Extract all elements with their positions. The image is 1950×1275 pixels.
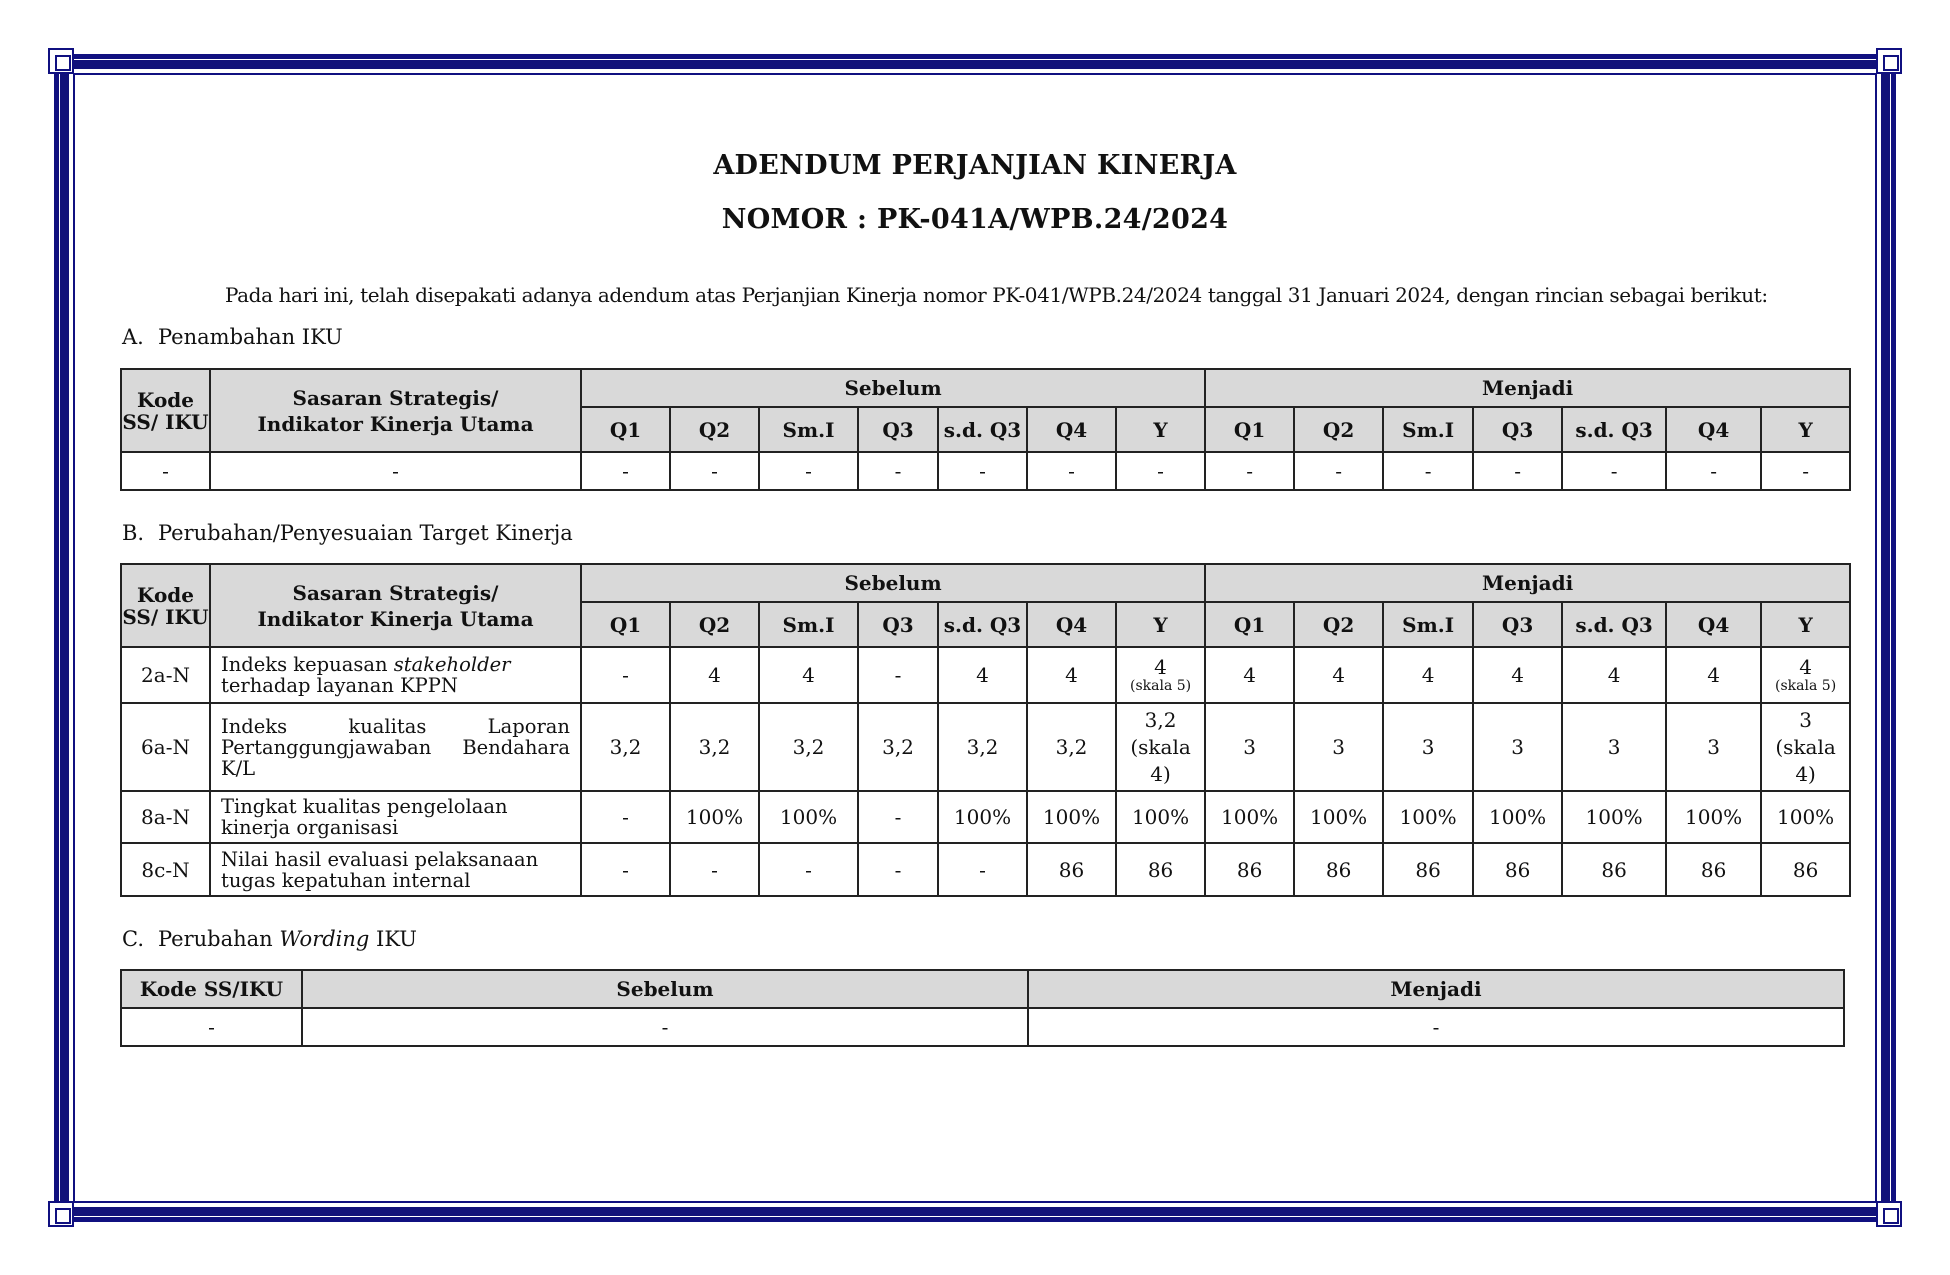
header-menjadi: Menjadi (1205, 564, 1850, 602)
header-q3: Q3 (858, 602, 938, 647)
header-q1: Q1 (1205, 407, 1294, 452)
header-q3: Q3 (858, 407, 938, 452)
cell-value: - (670, 452, 759, 490)
cell-value: - (759, 843, 858, 896)
header-sm1: Sm.I (759, 407, 858, 452)
cell-value: 3,2 (1027, 703, 1116, 791)
cell-value: 3,2 (759, 703, 858, 791)
header-sasaran: Sasaran Strategis/ Indikator Kinerja Utama (210, 369, 581, 452)
section-title: IKU (369, 927, 417, 951)
cell-value: - (1473, 452, 1562, 490)
table-perubahan-target (120, 563, 1851, 897)
header-q4: Q4 (1666, 602, 1761, 647)
cell-value: 3 (1473, 703, 1562, 791)
cell-value: 100% (1383, 791, 1473, 843)
section-b-heading (122, 521, 573, 545)
cell-value: - (581, 647, 670, 703)
cell-kode: 2a-N (121, 647, 210, 703)
cell-value: 3,2 (670, 703, 759, 791)
cell-value: 4 (1473, 647, 1562, 703)
header-sdq3: s.d. Q3 (938, 602, 1027, 647)
table-row (121, 703, 1850, 791)
header-y: Y (1116, 407, 1205, 452)
cell-value: - (1666, 452, 1761, 490)
cell-value: 4 (1666, 647, 1761, 703)
section-title: Perubahan (158, 927, 280, 951)
header-sasaran: Sasaran Strategis/ Indikator Kinerja Utama (210, 564, 581, 647)
cell-value: - (670, 843, 759, 896)
cell-value: 4 (skala 5) (1116, 647, 1205, 703)
cell-value: 100% (1027, 791, 1116, 843)
cell-value: 3,2 (581, 703, 670, 791)
section-a-heading (122, 325, 343, 349)
cell-value: - (581, 791, 670, 843)
header-y: Y (1761, 602, 1850, 647)
corner-ornament (1876, 48, 1902, 74)
cell-value: 100% (1666, 791, 1761, 843)
cell-value: 4 (1383, 647, 1473, 703)
section-c-heading (122, 927, 417, 951)
table-penambahan-iku (120, 368, 1851, 491)
header-kode: Kode SS/ IKU (121, 369, 210, 452)
header-kode: Kode SS/IKU (121, 970, 302, 1008)
document-title: ADENDUM PERJANJIAN KINERJA (713, 150, 1237, 181)
cell-value: 4 (skala 5) (1761, 647, 1850, 703)
cell-value: 4 (759, 647, 858, 703)
cell-value: - (858, 647, 938, 703)
header-sm1: Sm.I (759, 602, 858, 647)
cell-value: - (302, 1008, 1028, 1046)
cell-kode: 8a-N (121, 791, 210, 843)
header-q1: Q1 (581, 602, 670, 647)
header-menjadi: Menjadi (1205, 369, 1850, 407)
cell-value: 86 (1666, 843, 1761, 896)
cell-value: 4 (1205, 647, 1294, 703)
header-kode: Kode SS/ IKU (121, 564, 210, 647)
corner-ornament (1876, 1201, 1902, 1227)
cell-value: 4 (1562, 647, 1666, 703)
header-q1: Q1 (1205, 602, 1294, 647)
section-letter: A. (122, 325, 144, 349)
header-y: Y (1761, 407, 1850, 452)
header-sebelum: Sebelum (581, 369, 1205, 407)
cell-value: 86 (1116, 843, 1205, 896)
cell-value: 4 (1027, 647, 1116, 703)
header-q1: Q1 (581, 407, 670, 452)
cell-value: 100% (1562, 791, 1666, 843)
cell-kode: - (121, 452, 210, 490)
header-q4: Q4 (1666, 407, 1761, 452)
cell-value: 100% (1473, 791, 1562, 843)
table-row (121, 1008, 1844, 1046)
cell-indikator: Tingkat kualitas pengelolaan kinerja organisasi (210, 791, 581, 843)
cell-indikator: Indeks kepuasan stakeholder terhadap layanan KPPN (210, 647, 581, 703)
header-q2: Q2 (1294, 602, 1383, 647)
cell-value: - (581, 452, 670, 490)
header-q3: Q3 (1473, 602, 1562, 647)
header-sebelum: Sebelum (581, 564, 1205, 602)
header-q3: Q3 (1473, 407, 1562, 452)
cell-value: 4 (1294, 647, 1383, 703)
section-letter: C. (122, 927, 144, 951)
cell-value: 86 (1761, 843, 1850, 896)
cell-value: 86 (1027, 843, 1116, 896)
cell-value: 3 (1383, 703, 1473, 791)
cell-value: 3,2 (skala 4) (1116, 703, 1205, 791)
cell-value: 100% (759, 791, 858, 843)
cell-value: - (938, 843, 1027, 896)
header-sebelum: Sebelum (302, 970, 1028, 1008)
header-q4: Q4 (1027, 602, 1116, 647)
table-row (121, 452, 1850, 490)
header-q2: Q2 (1294, 407, 1383, 452)
cell-value: 4 (938, 647, 1027, 703)
cell-value: - (759, 452, 858, 490)
cell-value: 100% (670, 791, 759, 843)
cell-value: - (1562, 452, 1666, 490)
cell-value: 86 (1473, 843, 1562, 896)
section-title-emphasis: Wording (279, 927, 370, 951)
header-sm1: Sm.I (1383, 602, 1473, 647)
cell-value: 3 (1666, 703, 1761, 791)
document-number: NOMOR : PK-041A/WPB.24/2024 (721, 204, 1229, 235)
cell-value: 86 (1294, 843, 1383, 896)
header-sdq3: s.d. Q3 (1562, 407, 1666, 452)
cell-value: 3 (1562, 703, 1666, 791)
header-menjadi: Menjadi (1028, 970, 1844, 1008)
header-q2: Q2 (670, 602, 759, 647)
header-y: Y (1116, 602, 1205, 647)
cell-value: 4 (670, 647, 759, 703)
header-q4: Q4 (1027, 407, 1116, 452)
cell-indikator: Indeks kualitas Laporan Pertanggungjawaban Bendahara K/L (210, 703, 581, 791)
cell-kode: 6a-N (121, 703, 210, 791)
cell-value: - (938, 452, 1027, 490)
cell-value: 3 (skala 4) (1761, 703, 1850, 791)
cell-value: 100% (1205, 791, 1294, 843)
header-sm1: Sm.I (1383, 407, 1473, 452)
cell-value: 3,2 (858, 703, 938, 791)
cell-value: - (1294, 452, 1383, 490)
cell-value: 100% (1116, 791, 1205, 843)
section-title: Penambahan IKU (158, 325, 343, 349)
table-row (121, 647, 1850, 703)
cell-value: - (1383, 452, 1473, 490)
cell-value: - (1028, 1008, 1844, 1046)
cell-value: - (581, 843, 670, 896)
cell-value: - (858, 791, 938, 843)
cell-kode: - (121, 1008, 302, 1046)
cell-value: 3 (1294, 703, 1383, 791)
cell-kode: 8c-N (121, 843, 210, 896)
header-q2: Q2 (670, 407, 759, 452)
table-perubahan-wording (120, 969, 1845, 1047)
section-title: Perubahan/Penyesuaian Target Kinerja (158, 521, 573, 545)
table-row (121, 791, 1850, 843)
cell-value: - (1205, 452, 1294, 490)
cell-value: - (1761, 452, 1850, 490)
cell-value: - (858, 452, 938, 490)
cell-value: 100% (938, 791, 1027, 843)
cell-value: 86 (1383, 843, 1473, 896)
cell-indikator: Nilai hasil evaluasi pelaksanaan tugas kepatuhan internal (210, 843, 581, 896)
cell-value: 86 (1205, 843, 1294, 896)
header-sdq3: s.d. Q3 (938, 407, 1027, 452)
cell-value: - (858, 843, 938, 896)
intro-paragraph: Pada hari ini, telah disepakati adanya adendum atas Perjanjian Kinerja nomor PK-041/WPB.24/2024 tanggal 31 Januari 2024, dengan rincian sebagai berikut: (225, 283, 1768, 307)
cell-value: 3 (1205, 703, 1294, 791)
cell-value: - (1116, 452, 1205, 490)
cell-value: 3,2 (938, 703, 1027, 791)
corner-ornament (48, 48, 74, 74)
cell-value: 100% (1761, 791, 1850, 843)
corner-ornament (48, 1201, 74, 1227)
cell-value: 86 (1562, 843, 1666, 896)
header-sdq3: s.d. Q3 (1562, 602, 1666, 647)
cell-value: 100% (1294, 791, 1383, 843)
cell-value: - (1027, 452, 1116, 490)
cell-indikator: - (210, 452, 581, 490)
section-letter: B. (122, 521, 145, 545)
table-row (121, 843, 1850, 896)
